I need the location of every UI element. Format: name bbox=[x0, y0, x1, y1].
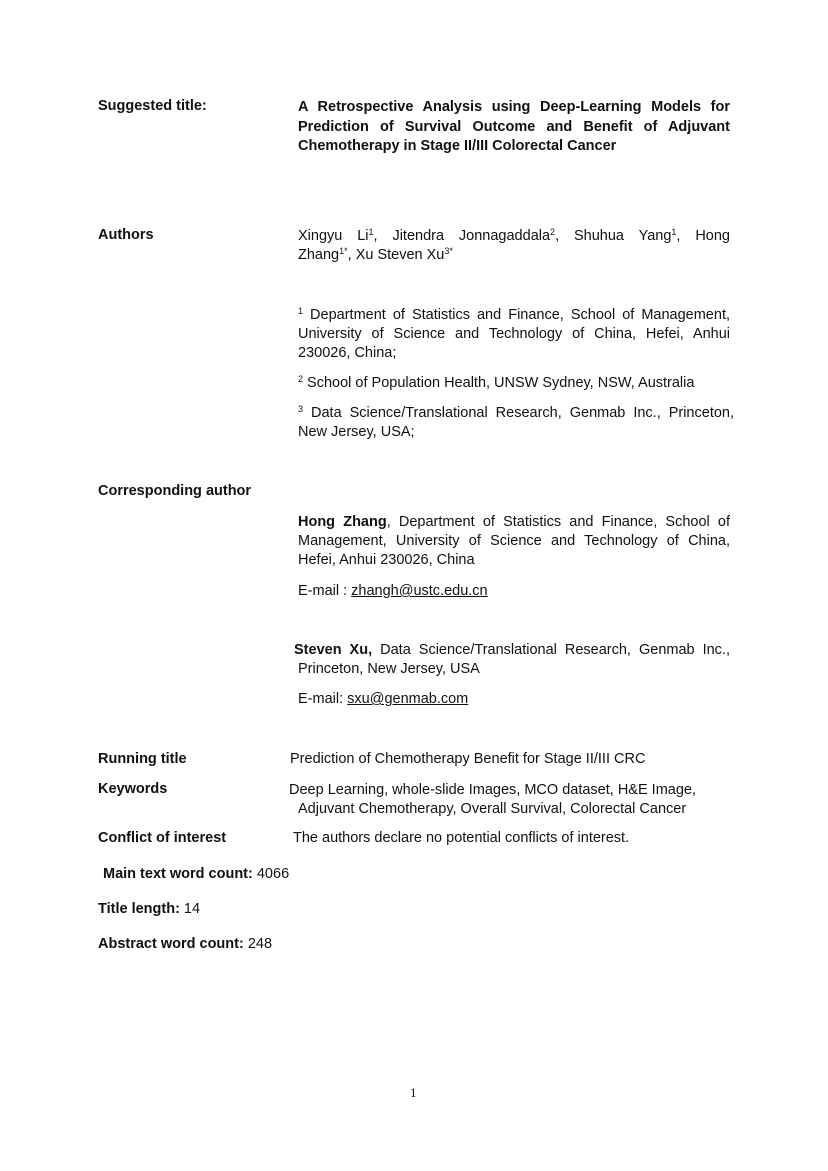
email-label: E-mail: bbox=[298, 691, 348, 707]
corresponding-entry-1 bbox=[298, 513, 730, 570]
abstract-word-count bbox=[98, 936, 272, 952]
author-line: Xingyu Li$^1$, Jitendra Jonnagaddala$^2$, Shuhua Yang$^1$, Hong bbox=[298, 227, 730, 244]
running-title-value: Prediction of Chemotherapy Benefit for Stage II/III CRC bbox=[290, 751, 646, 767]
page-number: 1 bbox=[410, 1085, 417, 1100]
count-label: Abstract word count: bbox=[98, 936, 244, 952]
affiliation-line bbox=[298, 404, 734, 423]
suggested-title-label: Suggested title: bbox=[98, 98, 207, 114]
email-link[interactable]: sxu@genmab.com bbox=[347, 691, 469, 707]
author-affiliation-mark: 1* bbox=[339, 246, 348, 256]
corresponding-text: Data Science/Translational Research, Genmab Inc., bbox=[372, 642, 730, 658]
paper-title-line: Prediction of Survival Outcome and Benefit of Adjuvant bbox=[298, 118, 730, 135]
author-name-part: Hong bbox=[695, 228, 730, 244]
author-name: Shuhua Yang bbox=[573, 228, 672, 244]
email-row-1 bbox=[298, 582, 730, 601]
email-link[interactable]: zhangh@ustc.edu.cn bbox=[351, 583, 488, 599]
affiliation-2 bbox=[298, 374, 730, 393]
affiliation-line bbox=[298, 374, 730, 393]
author-line: Zhang$^{1*}$, Xu Steven $Xu^{3*}$ bbox=[298, 246, 453, 263]
author-name: Xingyu Li bbox=[298, 228, 369, 244]
author-name-part: Zhang bbox=[298, 247, 340, 263]
paper-title-line: A Retrospective Analysis using Deep-Learning Models for bbox=[298, 99, 730, 115]
affiliation-mark: 2 bbox=[298, 374, 304, 384]
keywords-line: Adjuvant Chemotherapy, Overall Survival, Colorectal Cancer bbox=[298, 801, 687, 817]
corresponding-line: Management, University of Science and Technology of China, bbox=[298, 533, 730, 549]
email-label: E-mail : bbox=[298, 583, 352, 599]
count-label: Title length: bbox=[98, 901, 180, 917]
main-text-word-count bbox=[103, 866, 289, 882]
author-affiliation-mark: 2 bbox=[550, 227, 556, 237]
running-title-label: Running title bbox=[98, 751, 187, 767]
corresponding-name: Hong Zhang bbox=[298, 514, 387, 530]
affiliation-text: Department of Statistics and Finance, School of Management, bbox=[310, 307, 730, 323]
count-value: 14 bbox=[179, 901, 201, 917]
corresponding-line bbox=[294, 641, 730, 660]
corresponding-entry-2 bbox=[294, 641, 730, 679]
authors-label: Authors bbox=[98, 227, 154, 243]
affiliation-line: University of Science and Technology of China, Hefei, Anhui bbox=[298, 326, 730, 342]
conflict-label: Conflict of interest bbox=[98, 830, 227, 846]
affiliation-line: 230026, China; bbox=[298, 345, 397, 361]
title-length bbox=[98, 901, 200, 917]
count-value: 4066 bbox=[252, 866, 290, 882]
email-row-2 bbox=[298, 690, 730, 709]
conflict-value: The authors declare no potential conflicts of interest. bbox=[293, 830, 630, 846]
author-name: Jitendra Jonnagaddala bbox=[392, 228, 551, 244]
author-affiliation-mark: 3* bbox=[444, 246, 453, 256]
paper-title-line: Chemotherapy in Stage II/III Colorectal Cancer bbox=[298, 138, 617, 154]
affiliation-line: New Jersey, USA; bbox=[298, 424, 415, 440]
affiliation-mark: 1 bbox=[298, 306, 304, 316]
author-name: Xu Steven Xu bbox=[355, 247, 445, 263]
affiliation-3 bbox=[298, 404, 734, 442]
paper-title bbox=[298, 98, 730, 157]
author-affiliation-mark: 1 bbox=[671, 227, 677, 237]
affiliation-text: School of Population Health, UNSW Sydney, NSW, Australia bbox=[307, 375, 695, 391]
count-label: Main text word count: bbox=[103, 866, 253, 882]
corresponding-text: , Department of Statistics and Finance, School of bbox=[386, 514, 730, 530]
corresponding-name: Steven Xu, bbox=[294, 642, 373, 658]
affiliation-1 bbox=[298, 306, 730, 363]
count-value: 248 bbox=[243, 936, 273, 952]
corresponding-line bbox=[298, 513, 730, 532]
affiliation-mark: 3 bbox=[298, 404, 304, 414]
affiliation-text: Data Science/Translational Research, Genmab Inc., Princeton, bbox=[311, 405, 734, 421]
affiliation-line bbox=[298, 306, 730, 325]
corresponding-line: Hefei, Anhui 230026, China bbox=[298, 552, 475, 568]
corresponding-author-label: Corresponding author bbox=[98, 483, 252, 499]
corresponding-line: Princeton, New Jersey, USA bbox=[298, 661, 480, 677]
keywords-label: Keywords bbox=[98, 781, 168, 797]
author-affiliation-mark: 1 bbox=[368, 227, 374, 237]
keywords-line: Deep Learning, whole-slide Images, MCO dataset, H&E Image, bbox=[289, 782, 697, 798]
keywords-value bbox=[289, 781, 696, 819]
author-list bbox=[298, 227, 730, 265]
